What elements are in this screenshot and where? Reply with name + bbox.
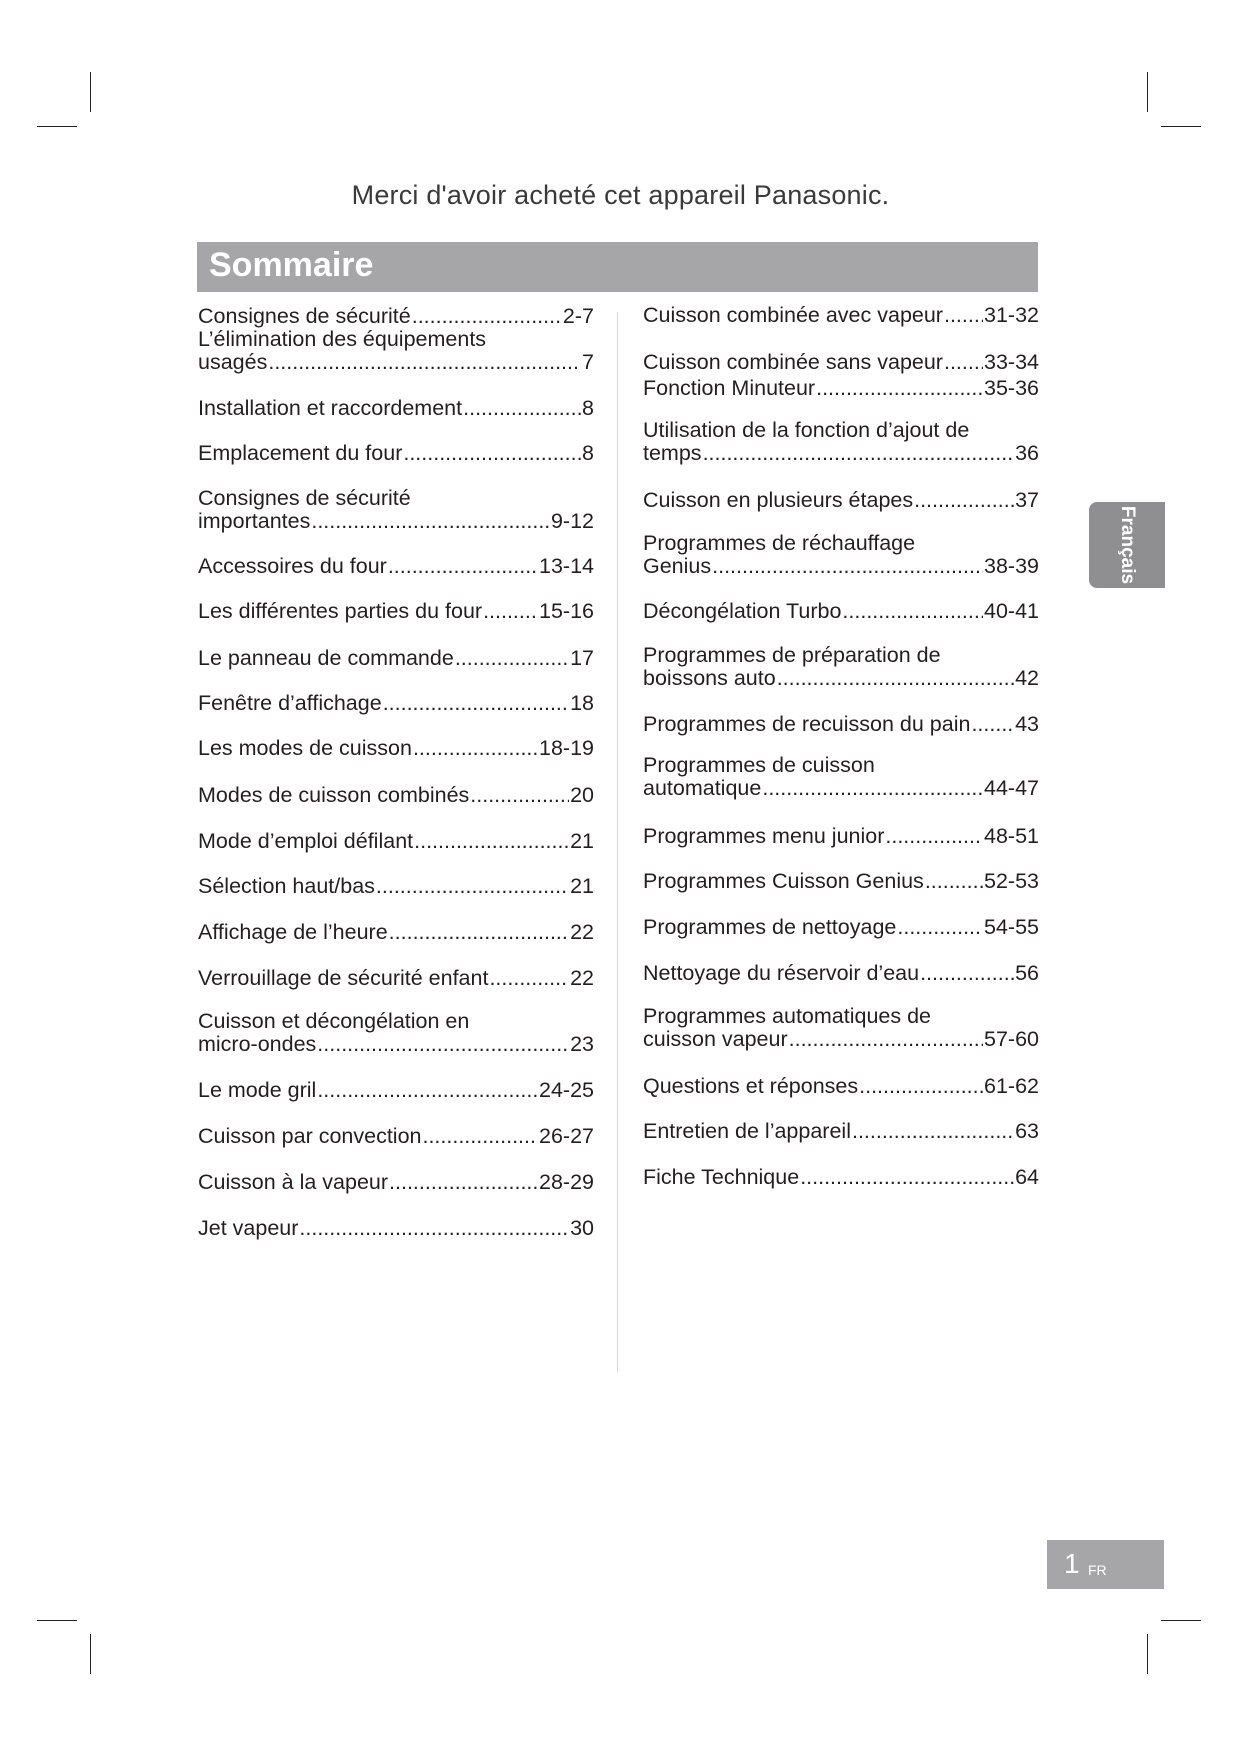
toc-entry bbox=[643, 304, 1039, 327]
toc-entry-label: Fiche Technique bbox=[643, 1165, 800, 1189]
toc-entry bbox=[643, 962, 1039, 985]
toc-entry-label: Les modes de cuisson bbox=[198, 736, 412, 760]
toc-entry-row bbox=[198, 1125, 594, 1148]
toc-entry-row bbox=[643, 1120, 1039, 1143]
toc-entry-label: Accessoires du four bbox=[198, 554, 387, 578]
toc-leader-dots bbox=[383, 692, 569, 715]
crop-mark bbox=[37, 1620, 77, 1621]
toc-leader-dots bbox=[944, 351, 983, 374]
toc-entry-label: usagés bbox=[198, 350, 268, 374]
toc-entry-label: Consignes de sécurité bbox=[198, 304, 411, 328]
toc-entry-label: temps bbox=[643, 441, 702, 465]
toc-entry-row bbox=[198, 1079, 594, 1102]
toc-entry-page: 2-7 bbox=[562, 304, 594, 328]
toc-leader-dots bbox=[388, 555, 538, 578]
toc-entry-label: Installation et raccordement bbox=[198, 396, 463, 420]
toc-leader-dots bbox=[816, 377, 983, 400]
toc-entry-label: Décongélation Turbo bbox=[643, 599, 842, 623]
toc-entry-page: 21 bbox=[570, 829, 594, 853]
toc-entry-row bbox=[198, 555, 594, 578]
toc-entry-title-line: Programmes automatiques de bbox=[643, 1004, 932, 1028]
toc-leader-dots bbox=[403, 442, 581, 465]
toc-entry-page: 22 bbox=[570, 920, 594, 944]
toc-entry-page: 18-19 bbox=[539, 736, 594, 760]
toc-entry-label: Emplacement du four bbox=[198, 441, 403, 465]
toc-entry-page: 64 bbox=[1015, 1165, 1039, 1189]
toc-entry-label: automatique bbox=[643, 776, 762, 800]
toc-entry-row bbox=[198, 1033, 594, 1056]
toc-entry-title-line: Utilisation de la fonction d’ajout de bbox=[643, 418, 970, 442]
toc-leader-dots bbox=[389, 921, 569, 944]
toc-entry-label: Les différentes parties du four bbox=[198, 599, 483, 623]
toc-entry bbox=[643, 377, 1039, 400]
toc-entry-page: 8 bbox=[582, 441, 594, 465]
toc-entry-page: 22 bbox=[570, 966, 594, 990]
toc-leader-dots bbox=[885, 825, 983, 848]
toc-entry-label: Jet vapeur bbox=[198, 1216, 299, 1240]
toc-entry-row bbox=[198, 442, 594, 465]
crop-mark bbox=[1161, 126, 1201, 127]
toc-entry-label: Programmes de nettoyage bbox=[643, 915, 897, 939]
toc-entry bbox=[198, 600, 594, 623]
toc-entry bbox=[643, 825, 1039, 848]
toc-entry-label: Programmes Cuisson Genius bbox=[643, 869, 924, 893]
toc-entry bbox=[198, 737, 594, 760]
crop-mark bbox=[1147, 72, 1148, 112]
toc-entry-row bbox=[198, 784, 594, 807]
toc-entry bbox=[643, 1005, 1039, 1051]
toc-entry-page: 57-60 bbox=[984, 1027, 1039, 1051]
toc-leader-dots bbox=[412, 305, 562, 328]
toc-entry bbox=[198, 397, 594, 420]
toc-entry-label: Modes de cuisson combinés bbox=[198, 783, 470, 807]
toc-entry-page: 28-29 bbox=[539, 1170, 594, 1194]
toc-leader-dots bbox=[463, 397, 581, 420]
toc-entry-label: Le mode gril bbox=[198, 1078, 317, 1102]
toc-entry-title-line: Programmes de préparation de bbox=[643, 643, 941, 667]
toc-entry-title-line: Programmes de réchauffage bbox=[643, 531, 916, 555]
toc-entry-row bbox=[198, 600, 594, 623]
toc-entry bbox=[198, 830, 594, 853]
toc-entry-row bbox=[198, 1171, 594, 1194]
toc-entry-label: Fenêtre d’affichage bbox=[198, 691, 382, 715]
toc-entry-page: 13-14 bbox=[539, 554, 594, 578]
toc-leader-dots bbox=[789, 1028, 983, 1051]
toc-entry-page: 33-34 bbox=[984, 350, 1039, 374]
toc-entry bbox=[643, 870, 1039, 893]
toc-entry-page: 31-32 bbox=[984, 303, 1039, 327]
toc-entry-label: Questions et réponses bbox=[643, 1074, 859, 1098]
toc-leader-dots bbox=[422, 1125, 538, 1148]
toc-entry bbox=[198, 442, 594, 465]
toc-entry-page: 38-39 bbox=[984, 554, 1039, 578]
toc-entry-label: Cuisson par convection bbox=[198, 1124, 422, 1148]
toc-leader-dots bbox=[859, 1075, 983, 1098]
crop-mark bbox=[37, 126, 77, 127]
toc-entry-page: 35-36 bbox=[984, 376, 1039, 400]
toc-entry-title-line: Cuisson et décongélation en bbox=[198, 1009, 470, 1033]
toc-entry bbox=[643, 532, 1039, 578]
crop-mark bbox=[1161, 1620, 1201, 1621]
toc-entry-page: 36 bbox=[1015, 441, 1039, 465]
toc-entry-row bbox=[643, 1075, 1039, 1098]
toc-leader-dots bbox=[897, 916, 983, 939]
toc-entry-label: Programmes de recuisson du pain bbox=[643, 712, 971, 736]
toc-leader-dots bbox=[317, 1033, 569, 1056]
toc-entry-row bbox=[643, 777, 1039, 800]
toc-entry-page: 43 bbox=[1015, 712, 1039, 736]
toc-entry-label: Cuisson en plusieurs étapes bbox=[643, 488, 914, 512]
toc-entry bbox=[198, 921, 594, 944]
toc-entry bbox=[643, 419, 1039, 465]
toc-entry-row bbox=[643, 377, 1039, 400]
toc-entry-row bbox=[198, 921, 594, 944]
toc-entry bbox=[643, 489, 1039, 512]
toc-entry bbox=[198, 647, 594, 670]
toc-entry-row bbox=[198, 830, 594, 853]
crop-mark bbox=[90, 1634, 91, 1674]
toc-entry-label: Genius bbox=[643, 554, 712, 578]
toc-entry-row bbox=[198, 397, 594, 420]
toc-entry-label: cuisson vapeur bbox=[643, 1027, 788, 1051]
intro-text: Merci d'avoir acheté cet appareil Panasonic. bbox=[351, 180, 890, 210]
toc-entry-row bbox=[198, 875, 594, 898]
toc-leader-dots bbox=[414, 830, 569, 853]
toc-entry-row bbox=[198, 305, 594, 328]
toc-leader-dots bbox=[703, 442, 1015, 465]
page-lang-code: FR bbox=[1088, 1562, 1107, 1578]
column-divider bbox=[617, 312, 618, 1372]
toc-entry bbox=[198, 1125, 594, 1148]
toc-entry-row bbox=[198, 510, 594, 533]
toc-entry-label: Verrouillage de sécurité enfant bbox=[198, 966, 489, 990]
toc-leader-dots bbox=[489, 967, 569, 990]
page-title: Sommaire bbox=[209, 246, 374, 284]
toc-entry-title-line: Programmes de cuisson bbox=[643, 753, 875, 777]
toc-leader-dots bbox=[712, 555, 983, 578]
toc-entry bbox=[198, 305, 594, 328]
toc-entry-row bbox=[643, 442, 1039, 465]
toc-entry-page: 30 bbox=[570, 1216, 594, 1240]
title-bar bbox=[197, 242, 1038, 292]
toc-entry-page: 54-55 bbox=[984, 915, 1039, 939]
toc-entry bbox=[198, 692, 594, 715]
page-number-box bbox=[1047, 1540, 1164, 1589]
toc-entry-row bbox=[643, 600, 1039, 623]
toc-entry-page: 20 bbox=[570, 783, 594, 807]
toc-entry-row bbox=[198, 692, 594, 715]
toc-leader-dots bbox=[944, 304, 983, 327]
toc-entry-page: 17 bbox=[570, 646, 594, 670]
toc-entry-page: 21 bbox=[570, 874, 594, 898]
toc-leader-dots bbox=[914, 489, 1014, 512]
toc-entry-label: Affichage de l’heure bbox=[198, 920, 388, 944]
toc-entry-page: 61-62 bbox=[984, 1074, 1039, 1098]
toc-entry-label: Cuisson combinée sans vapeur bbox=[643, 350, 943, 374]
toc-entry bbox=[198, 967, 594, 990]
toc-entry bbox=[198, 875, 594, 898]
toc-leader-dots bbox=[455, 647, 569, 670]
toc-entry bbox=[198, 328, 594, 374]
toc-leader-dots bbox=[299, 1217, 569, 1240]
toc-entry-page: 7 bbox=[582, 350, 594, 374]
toc-entry bbox=[198, 1079, 594, 1102]
language-tab-label: Français bbox=[1117, 505, 1138, 585]
toc-entry-page: 48-51 bbox=[984, 824, 1039, 848]
toc-leader-dots bbox=[842, 600, 983, 623]
toc-entry-page: 18 bbox=[570, 691, 594, 715]
toc-leader-dots bbox=[920, 962, 1014, 985]
toc-entry-label: Programmes menu junior bbox=[643, 824, 885, 848]
toc-entry bbox=[643, 713, 1039, 736]
page-number: 1 bbox=[1064, 1548, 1080, 1579]
toc-entry bbox=[198, 1217, 594, 1240]
toc-leader-dots bbox=[925, 870, 983, 893]
toc-entry bbox=[198, 555, 594, 578]
toc-entry bbox=[643, 754, 1039, 800]
toc-entry bbox=[198, 1171, 594, 1194]
toc-entry bbox=[198, 487, 594, 533]
toc-entry-page: 23 bbox=[570, 1032, 594, 1056]
toc-entry-page: 56 bbox=[1015, 961, 1039, 985]
toc-entry-row bbox=[643, 870, 1039, 893]
toc-entry-page: 26-27 bbox=[539, 1124, 594, 1148]
crop-mark bbox=[90, 72, 91, 112]
toc-entry-page: 63 bbox=[1015, 1119, 1039, 1143]
toc-leader-dots bbox=[762, 777, 983, 800]
toc-entry bbox=[643, 644, 1039, 690]
toc-entry-label: Nettoyage du réservoir d’eau bbox=[643, 961, 920, 985]
toc-entry-row bbox=[643, 1028, 1039, 1051]
toc-leader-dots bbox=[852, 1120, 1014, 1143]
toc-entry-row bbox=[643, 1166, 1039, 1189]
toc-leader-dots bbox=[800, 1166, 1014, 1189]
toc-leader-dots bbox=[483, 600, 538, 623]
toc-entry bbox=[643, 1120, 1039, 1143]
toc-entry-label: Cuisson à la vapeur bbox=[198, 1170, 389, 1194]
toc-entry-label: Mode d’emploi défilant bbox=[198, 829, 414, 853]
toc-entry-row bbox=[643, 916, 1039, 939]
toc-entry-page: 52-53 bbox=[984, 869, 1039, 893]
toc-leader-dots bbox=[389, 1171, 538, 1194]
toc-entry-label: Fonction Minuteur bbox=[643, 376, 816, 400]
toc-leader-dots bbox=[971, 713, 1014, 736]
toc-entry bbox=[643, 600, 1039, 623]
toc-entry bbox=[198, 1010, 594, 1056]
toc-entry-page: 42 bbox=[1015, 666, 1039, 690]
toc-entry bbox=[198, 784, 594, 807]
toc-entry-row bbox=[643, 713, 1039, 736]
toc-leader-dots bbox=[777, 667, 1014, 690]
toc-entry-row bbox=[198, 647, 594, 670]
toc-entry-row bbox=[198, 351, 594, 374]
toc-entry-row bbox=[643, 489, 1039, 512]
toc-entry bbox=[643, 916, 1039, 939]
toc-entry-label: boissons auto bbox=[643, 666, 776, 690]
crop-mark bbox=[1147, 1634, 1148, 1674]
toc-entry-row bbox=[198, 737, 594, 760]
toc-entry-label: Cuisson combinée avec vapeur bbox=[643, 303, 943, 327]
toc-entry bbox=[643, 351, 1039, 374]
toc-entry-row bbox=[643, 304, 1039, 327]
toc-entry-page: 40-41 bbox=[984, 599, 1039, 623]
toc-entry-page: 44-47 bbox=[984, 776, 1039, 800]
toc-entry-page: 37 bbox=[1015, 488, 1039, 512]
toc-entry-label: Sélection haut/bas bbox=[198, 874, 375, 898]
toc-entry-page: 8 bbox=[582, 396, 594, 420]
toc-leader-dots bbox=[311, 510, 550, 533]
toc-entry-page: 9-12 bbox=[550, 509, 594, 533]
toc-entry-label: micro-ondes bbox=[198, 1032, 317, 1056]
toc-entry-row bbox=[643, 555, 1039, 578]
toc-leader-dots bbox=[413, 737, 538, 760]
toc-entry-title-line: L’élimination des équipements bbox=[198, 327, 487, 351]
toc-leader-dots bbox=[376, 875, 569, 898]
toc-entry-row bbox=[643, 351, 1039, 374]
toc-leader-dots bbox=[317, 1079, 538, 1102]
language-tab bbox=[1089, 502, 1165, 588]
toc-entry-row bbox=[198, 1217, 594, 1240]
toc-leader-dots bbox=[470, 784, 569, 807]
toc-entry-label: importantes bbox=[198, 509, 311, 533]
toc-entry-row bbox=[643, 962, 1039, 985]
toc-entry-label: Le panneau de commande bbox=[198, 646, 454, 670]
toc-leader-dots bbox=[268, 351, 581, 374]
toc-entry bbox=[643, 1166, 1039, 1189]
toc-entry-page: 15-16 bbox=[539, 599, 594, 623]
toc-entry-page: 24-25 bbox=[539, 1078, 594, 1102]
toc-entry-label: Entretien de l’appareil bbox=[643, 1119, 851, 1143]
toc-entry-row bbox=[643, 825, 1039, 848]
toc-entry-row bbox=[643, 667, 1039, 690]
toc-entry-row bbox=[198, 967, 594, 990]
toc-entry bbox=[643, 1075, 1039, 1098]
toc-entry-title-line: Consignes de sécurité bbox=[198, 486, 411, 510]
